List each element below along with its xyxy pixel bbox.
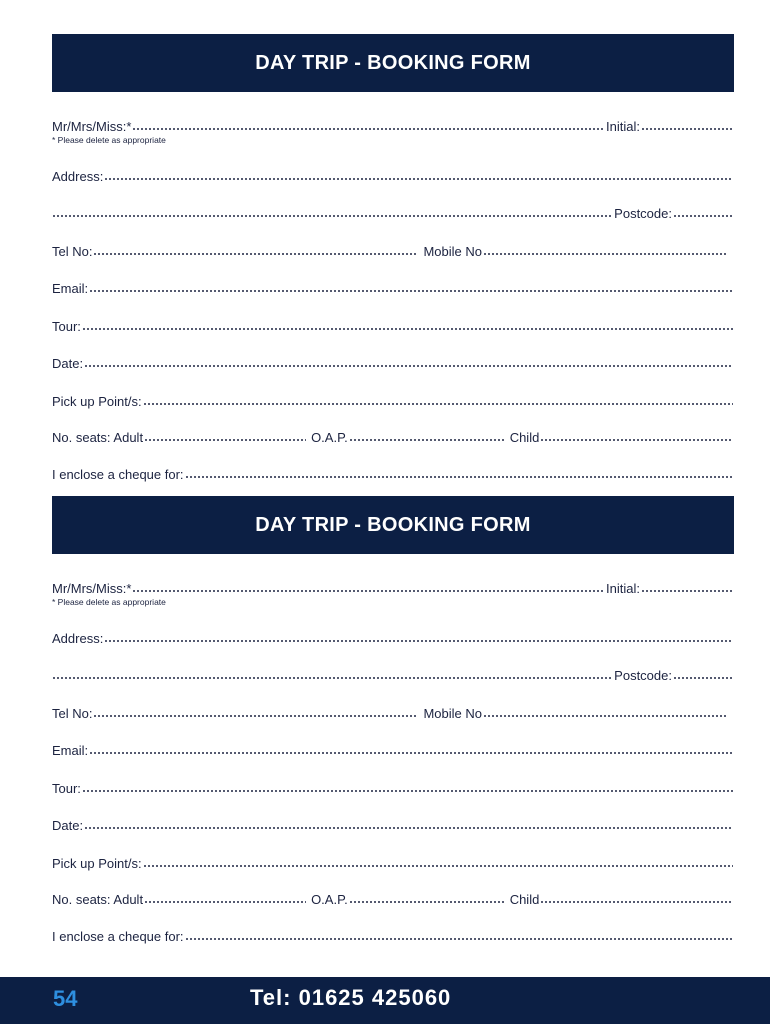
adult-seats-field[interactable] xyxy=(144,438,306,442)
pickup-field[interactable] xyxy=(143,864,733,868)
tour-row xyxy=(52,316,734,334)
email-field[interactable] xyxy=(89,289,733,293)
seats-adult-label: No. seats: Adult xyxy=(52,430,144,445)
tel-row xyxy=(52,241,728,259)
postcode-label: Postcode: xyxy=(614,668,672,683)
tel-label: Tel No: xyxy=(52,706,93,721)
address-label: Address: xyxy=(52,631,104,646)
initial-field[interactable] xyxy=(641,589,733,593)
form-title-banner xyxy=(52,34,734,92)
form-title: DAY TRIP - BOOKING FORM xyxy=(255,513,531,536)
date-field[interactable] xyxy=(84,364,733,368)
cheque-amount-field[interactable] xyxy=(185,937,733,941)
oap-label: O.A.P. xyxy=(311,892,348,907)
form-title-banner xyxy=(52,496,734,554)
cheque-row xyxy=(52,926,734,944)
tour-label: Tour: xyxy=(52,319,81,334)
oap-seats-field[interactable] xyxy=(349,438,505,442)
form-title: DAY TRIP - BOOKING FORM xyxy=(255,51,531,74)
mobile-label: Mobile No xyxy=(423,706,482,721)
address-field[interactable] xyxy=(104,177,733,181)
cheque-amount-field[interactable] xyxy=(185,475,733,479)
cheque-row xyxy=(52,464,734,482)
name-field[interactable] xyxy=(132,127,605,131)
date-label: Date: xyxy=(52,356,84,371)
initial-field[interactable] xyxy=(641,127,733,131)
address-row xyxy=(52,166,734,184)
tel-row xyxy=(52,703,728,721)
child-seats-field[interactable] xyxy=(540,438,733,442)
pickup-row xyxy=(52,391,734,409)
initial-label: Initial: xyxy=(606,581,640,596)
seats-adult-label: No. seats: Adult xyxy=(52,892,144,907)
booking-form-2 xyxy=(52,496,734,944)
name-row xyxy=(52,116,734,134)
pickup-row xyxy=(52,853,734,871)
oap-label: O.A.P. xyxy=(311,430,348,445)
tour-label: Tour: xyxy=(52,781,81,796)
tour-field[interactable] xyxy=(82,327,733,331)
page-number: 54 xyxy=(53,986,78,1011)
child-label: Child xyxy=(509,430,540,445)
tour-field[interactable] xyxy=(82,789,733,793)
footer-telephone: Tel: 01625 425060 xyxy=(250,985,452,1010)
postcode-field[interactable] xyxy=(673,676,733,680)
delete-note: * Please delete as appropriate xyxy=(52,597,166,607)
address-line-2-field[interactable] xyxy=(52,214,613,218)
child-label: Child xyxy=(509,892,540,907)
address-line-2-field[interactable] xyxy=(52,676,613,680)
mobile-label: Mobile No xyxy=(423,244,482,259)
email-label: Email: xyxy=(52,743,89,758)
address-row xyxy=(52,628,734,646)
name-label: Mr/Mrs/Miss:* xyxy=(52,581,132,596)
address-postcode-row xyxy=(52,665,734,683)
mobile-field[interactable] xyxy=(483,252,727,256)
address-label: Address: xyxy=(52,169,104,184)
oap-seats-field[interactable] xyxy=(349,900,505,904)
adult-seats-field[interactable] xyxy=(144,900,306,904)
pickup-label: Pick up Point/s: xyxy=(52,394,142,409)
date-field[interactable] xyxy=(84,826,733,830)
booking-form-1 xyxy=(52,34,734,482)
delete-note: * Please delete as appropriate xyxy=(52,135,166,145)
initial-label: Initial: xyxy=(606,119,640,134)
email-label: Email: xyxy=(52,281,89,296)
email-row xyxy=(52,278,734,296)
cheque-label: I enclose a cheque for: xyxy=(52,929,184,944)
postcode-field[interactable] xyxy=(673,214,733,218)
cheque-label: I enclose a cheque for: xyxy=(52,467,184,482)
email-field[interactable] xyxy=(89,751,733,755)
date-label: Date: xyxy=(52,818,84,833)
tel-field[interactable] xyxy=(93,252,418,256)
tour-row xyxy=(52,778,734,796)
pickup-label: Pick up Point/s: xyxy=(52,856,142,871)
address-postcode-row xyxy=(52,203,734,221)
pickup-field[interactable] xyxy=(143,402,733,406)
name-label: Mr/Mrs/Miss:* xyxy=(52,119,132,134)
name-field[interactable] xyxy=(132,589,605,593)
mobile-field[interactable] xyxy=(483,714,727,718)
email-row xyxy=(52,740,734,758)
tel-field[interactable] xyxy=(93,714,418,718)
name-row xyxy=(52,578,734,596)
tel-label: Tel No: xyxy=(52,244,93,259)
date-row xyxy=(52,815,734,833)
date-row xyxy=(52,353,734,371)
seats-row xyxy=(52,889,734,907)
postcode-label: Postcode: xyxy=(614,206,672,221)
address-field[interactable] xyxy=(104,639,733,643)
seats-row xyxy=(52,427,734,445)
child-seats-field[interactable] xyxy=(540,900,733,904)
